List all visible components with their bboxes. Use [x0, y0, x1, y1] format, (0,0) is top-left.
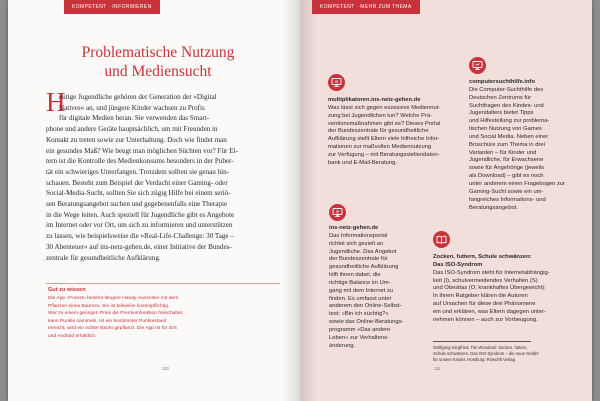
- body-line: für digitale Medien heran. Sie verwenden das Smart-: [59, 114, 210, 123]
- block-line: anderem den Online-Selbst-: [329, 303, 402, 310]
- page-title: [38, 43, 278, 81]
- block-line: zur Verfügung – mit Beratungsstellendaten-: [328, 151, 440, 158]
- tip-line: Wer zu einem geringen Preis die Premiumfunktion freischaltet,: [48, 311, 184, 317]
- svg-text:@: @: [335, 210, 340, 214]
- reference-line: Wolfgang Siegfried, Tim Wondorsi: Zocken, futtern,: [433, 345, 528, 350]
- left-section-tab: KOMPETENT · INFORMIEREN: [64, 0, 160, 14]
- block-line: Was lässt sich gegen exzessive Mediennut-: [328, 104, 441, 111]
- block-line: gang mit dem Internet zu: [329, 287, 394, 294]
- block-line: Suchtfragen des Kindes- und: [469, 102, 544, 109]
- block-line: unter anderem einen Fragebogen zur: [469, 180, 566, 187]
- block-line: Leben« zur Verhaltens-: [329, 334, 389, 341]
- block-line: richtige Balance im Um-: [329, 279, 391, 286]
- monitor-icon: [328, 74, 345, 91]
- block-line: Jugendliche. Das Angebot: [329, 248, 397, 255]
- right-section-tab: KOMPETENT · MEHR ZUM THEMA: [312, 0, 420, 14]
- block-line: ein und erklären, was Eltern dagegen unter-: [433, 308, 546, 315]
- body-text: [46, 87, 280, 263]
- tip-line: Pflanzen eines Baumes. Sie ist teilweise kostenpflichtig.: [48, 303, 170, 309]
- tip-title: Gut zu wissen: [48, 287, 86, 293]
- block-line: mationen zur maßvollen Mediennutzung: [328, 144, 432, 151]
- drop-cap: H: [46, 87, 66, 117]
- page-number-left: 110: [162, 366, 169, 371]
- block-line: Das ISO-Syndrom steht für Internetabhängig-: [433, 269, 550, 276]
- block-line: Beratungsangebot.: [469, 204, 518, 211]
- block-line: bank und E-Mail-Beratung.: [328, 159, 397, 166]
- body-line: sen Beratungsangebot suchen und gegebenenfalls eine Therapie: [46, 200, 228, 209]
- block-line: Varianten – für Kinder und: [469, 149, 537, 156]
- divider: [46, 283, 280, 284]
- reference-line: für unsere Kinder. Homburg: Rowohlt Verlag: [433, 357, 515, 362]
- block-line: und Social Media. Neben einer: [469, 133, 549, 140]
- block-line: zung bei Jugendlichen tun? Welche Prä-: [328, 112, 432, 119]
- block-line: richtet sich gezielt an: [329, 240, 384, 247]
- block-title: Das ISO-Syndrom: [433, 261, 483, 268]
- block-line: Gaming-Sucht sowie ein um-: [469, 188, 544, 195]
- info-block-ins-netz-gehen: [329, 225, 403, 351]
- body-line: in die Wege leiten. Auch speziell für Jugendliche gibt es Angebote: [46, 210, 235, 219]
- monitor-icon: [329, 204, 346, 221]
- book-icon: [433, 231, 450, 248]
- right-page: [300, 0, 592, 401]
- block-line: fangreiches Informations- und: [469, 196, 546, 203]
- tip-box: [48, 295, 183, 341]
- body-line: tät ein schwieriges Unterfangen. Trotzdem sollten sie genau hin-: [46, 167, 230, 176]
- info-block-iso-syndrom: [433, 254, 550, 325]
- block-line: der Bundeszentrale für gesundheitliche: [328, 128, 429, 135]
- block-line: Jugendalters bietet Tipps: [469, 110, 534, 117]
- block-line: auf Ursachen für diese drei Phänomene: [433, 301, 536, 308]
- info-block-multiplikatoren: [328, 97, 440, 168]
- body-line: im Internet oder vor Ort, um sich zu informieren und unterstützen: [46, 221, 233, 230]
- body-line: Natives« an, und jüngere Kinder wachsen zu Profis: [59, 103, 205, 112]
- body-line: schauen. Besteht zum Beispiel der Verdacht einer Gaming- oder: [46, 178, 228, 187]
- title-line: und Mediensucht: [104, 63, 212, 80]
- block-line: sowie das Online-Beratungs-: [329, 319, 404, 326]
- computer-icon: [469, 57, 486, 74]
- body-line: ein gesundes Maß? Wie beugt man möglichen Süchten vor? Für El-: [46, 146, 238, 155]
- block-line: tischen Nutzung von Games: [469, 126, 542, 133]
- body-line: phone und andere Geräte hauptsächlich, um mit Freunden in: [46, 125, 218, 134]
- block-line: und Hilfestellung zur problema-: [469, 118, 550, 125]
- block-line: und Obesitas (O; krankhaftes Übergewicht):: [433, 285, 546, 292]
- svg-text:@: @: [334, 80, 339, 84]
- body-line: Kontakt zu treten sowie zur Unterhaltung. Doch wie findet man: [46, 135, 227, 144]
- block-line: Jugendliche, für Erwachsene: [469, 157, 544, 164]
- block-title: computersuchthilfe.info: [469, 79, 536, 85]
- tip-line: Die App »Forest« belohnt längere Handy-Auszeiten mit dem: [48, 296, 179, 301]
- block-line: nehmen können – auch zur Vorbeugung.: [433, 316, 538, 323]
- block-line: als Download) – gibt es noch: [469, 173, 544, 180]
- page-number-right: 111: [434, 366, 441, 371]
- body-line: zentrale für gesundheitliche Aufklärung.: [46, 253, 161, 262]
- tip-line: erreicht, wird ein echter Baum gepflanzt. Die App ist für iOS: [48, 326, 177, 332]
- block-title: Zocken, futtern, Schule schwänzen:: [433, 254, 532, 260]
- block-line: Broschüre zum Thema in drei: [469, 141, 545, 148]
- block-title: multiplikatoren.ins-netz-gehen.de: [328, 97, 421, 103]
- book-spread: [8, 0, 592, 401]
- block-line: Die Computer-Suchthilfe des: [469, 86, 544, 93]
- body-line: tern ist die Kontrolle des Medienkonsums besonders in der Puber-: [46, 157, 234, 166]
- block-line: sowie für Angehörige (jeweils: [469, 165, 545, 172]
- block-line: test: »Bin ich süchtig?«: [329, 311, 389, 318]
- tip-line: und Android erhältlich.: [48, 333, 97, 339]
- block-line: hilft ihnen dabei, die: [329, 272, 381, 279]
- block-line: Deutschen Zentrums für: [469, 94, 532, 101]
- book-reference: [433, 345, 539, 363]
- block-line: ventionsmaßnahmen gibt es? Dieses Portal: [328, 120, 441, 127]
- body-line: eutige Jugendliche gehören der Generation der »Digital: [59, 93, 217, 101]
- reference-rule: [433, 341, 531, 342]
- block-line: gesundheitliche Aufklärung: [329, 264, 399, 271]
- left-page: [8, 0, 300, 401]
- block-line: Aufklärung stellt Eltern viele hilfreiche Infor-: [328, 136, 440, 143]
- block-line: der Bundeszentrale für: [329, 256, 388, 263]
- title-line: Problematische Nutzung: [81, 44, 235, 61]
- block-line: In ihrem Ratgeber klären die Autoren: [433, 293, 528, 300]
- block-line: Das Informationsportal: [329, 232, 388, 239]
- body-line: Social-Media-Sucht, sollten Sie sich zügig Hilfe bei einem seriö-: [46, 189, 231, 198]
- body-line: 30 Abenteuer« auf ins-netz-gehen.de, einer Initiative der Bundes-: [46, 242, 232, 251]
- info-block-computersuchthilfe: [469, 79, 565, 212]
- block-line: finden. Es umfasst unter: [329, 295, 392, 302]
- block-line: änderung.: [329, 342, 356, 349]
- reference-line: Schule schwänzen. Das ISO-Syndrom – die neue Gefahr: [433, 351, 539, 356]
- tip-line: kann Punkte sammeln. Ist ein bestimmter Punktestand: [48, 318, 167, 324]
- block-line: keit (I), schulvermeidendes Verhalten (S): [433, 277, 538, 284]
- block-line: programm »Das andere: [329, 326, 391, 333]
- body-line: zu lassen, wie beispielsweise die »Real-Life-Challenge: 30 Tage –: [46, 232, 234, 241]
- block-title: ins-netz-gehen.de: [329, 225, 379, 231]
